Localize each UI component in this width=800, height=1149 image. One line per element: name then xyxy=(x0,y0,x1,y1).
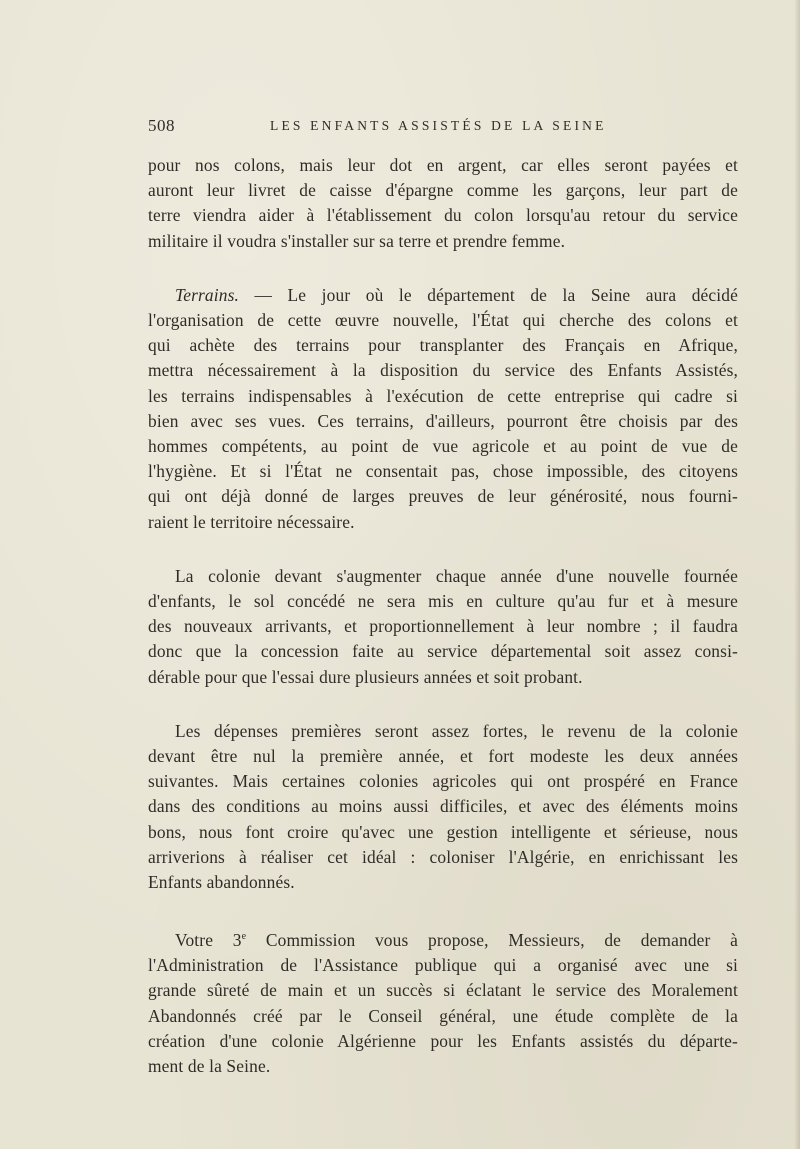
paragraph-4 xyxy=(148,719,738,895)
ordinal-superscript: e xyxy=(241,931,247,943)
page-number: 508 xyxy=(148,116,175,135)
text-fragment: Commission vous propose, Messieurs, de demander à xyxy=(246,930,738,951)
text-line: grande sûreté de main et un succès si éclatant le service des Moralement xyxy=(148,980,738,1001)
text-line: qui ont déjà donné de larges preuves de leur générosité, nous fourni- xyxy=(148,486,738,507)
text-line: Enfants abandonnés. xyxy=(148,872,295,893)
paragraph-1 xyxy=(148,153,738,254)
text-line: les terrains indispensables à l'exécution de cette entreprise qui cadre si xyxy=(148,385,738,406)
running-title: LES ENFANTS ASSISTÉS DE LA SEINE xyxy=(270,118,607,133)
running-header xyxy=(148,116,738,138)
text-line-first: La colonie devant s'augmenter chaque année d'une nouvelle fournée xyxy=(175,565,738,586)
text-line: dans des conditions au moins aussi difficiles, et avec des éléments moins xyxy=(148,796,738,817)
text-line: hommes compétents, au point de vue agricole et au point de vue de xyxy=(148,436,738,457)
text-line: devant être nul la première année, et fort modeste les deux années xyxy=(148,746,738,767)
text-line: l'hygiène. Et si l'État ne consentait pas, chose impossible, des citoyens xyxy=(148,461,738,482)
text-line: raient le territoire nécessaire. xyxy=(148,511,355,532)
text-line-first: Les dépenses premières seront assez fortes, le revenu de la colonie xyxy=(175,720,738,741)
text-line: auront leur livret de caisse d'épargne comme les garçons, leur part de xyxy=(148,180,738,201)
section-lead-text: — Le jour où le département de la Seine aura décidé xyxy=(239,284,738,305)
text-line: l'Administration de l'Assistance publique qui a organisé avec une si xyxy=(148,955,738,976)
text-line-first xyxy=(148,283,738,308)
text-line: militaire il voudra s'installer sur sa terre et prendre femme. xyxy=(148,230,566,251)
text-line: création d'une colonie Algérienne pour les Enfants assistés du départe- xyxy=(148,1030,738,1051)
text-line: ment de la Seine. xyxy=(148,1056,271,1077)
section-lead-italic: Terrains. xyxy=(175,284,240,305)
text-line: dérable pour que l'essai dure plusieurs années et soit probant. xyxy=(148,666,583,687)
page-edge-shadow xyxy=(794,0,800,1149)
paragraph-5 xyxy=(148,924,738,1079)
text-line: bons, nous font croire qu'avec une gestion intelligente et sérieuse, nous xyxy=(148,821,738,842)
text-line: qui achète des terrains pour transplanter des Français en Afrique, xyxy=(148,335,738,356)
text-line: l'organisation de cette œuvre nouvelle, l'État qui cherche des colons et xyxy=(148,310,738,331)
text-line: d'enfants, le sol concédé ne sera mis en culture qu'au fur et à mesure xyxy=(148,591,738,612)
body-text xyxy=(148,153,738,1108)
text-line: pour nos colons, mais leur dot en argent, car elles seront payées et xyxy=(148,155,738,175)
text-line: terre viendra aider à l'établissement du colon lorsqu'au retour du service xyxy=(148,205,738,226)
text-line: des nouveaux arrivants, et proportionnellement à leur nombre ; il faudra xyxy=(148,616,738,637)
text-line-first xyxy=(148,924,738,953)
text-line: bien avec ses vues. Ces terrains, d'ailleurs, pourront être choisis par des xyxy=(148,410,738,431)
text-line: Abandonnés créé par le Conseil général, une étude complète de la xyxy=(148,1005,738,1026)
text-line: suivantes. Mais certaines colonies agricoles qui ont prospéré en France xyxy=(148,771,738,792)
paragraph-terrains xyxy=(148,283,738,535)
text-fragment: Votre 3 xyxy=(175,930,242,951)
text-line: donc que la concession faite au service départemental soit assez consi- xyxy=(148,641,738,662)
paragraph-3 xyxy=(148,564,738,690)
text-line: arriverions à réaliser cet idéal : coloniser l'Algérie, en enrichissant les xyxy=(148,846,738,867)
text-line: mettra nécessairement à la disposition du service des Enfants Assistés, xyxy=(148,360,738,381)
